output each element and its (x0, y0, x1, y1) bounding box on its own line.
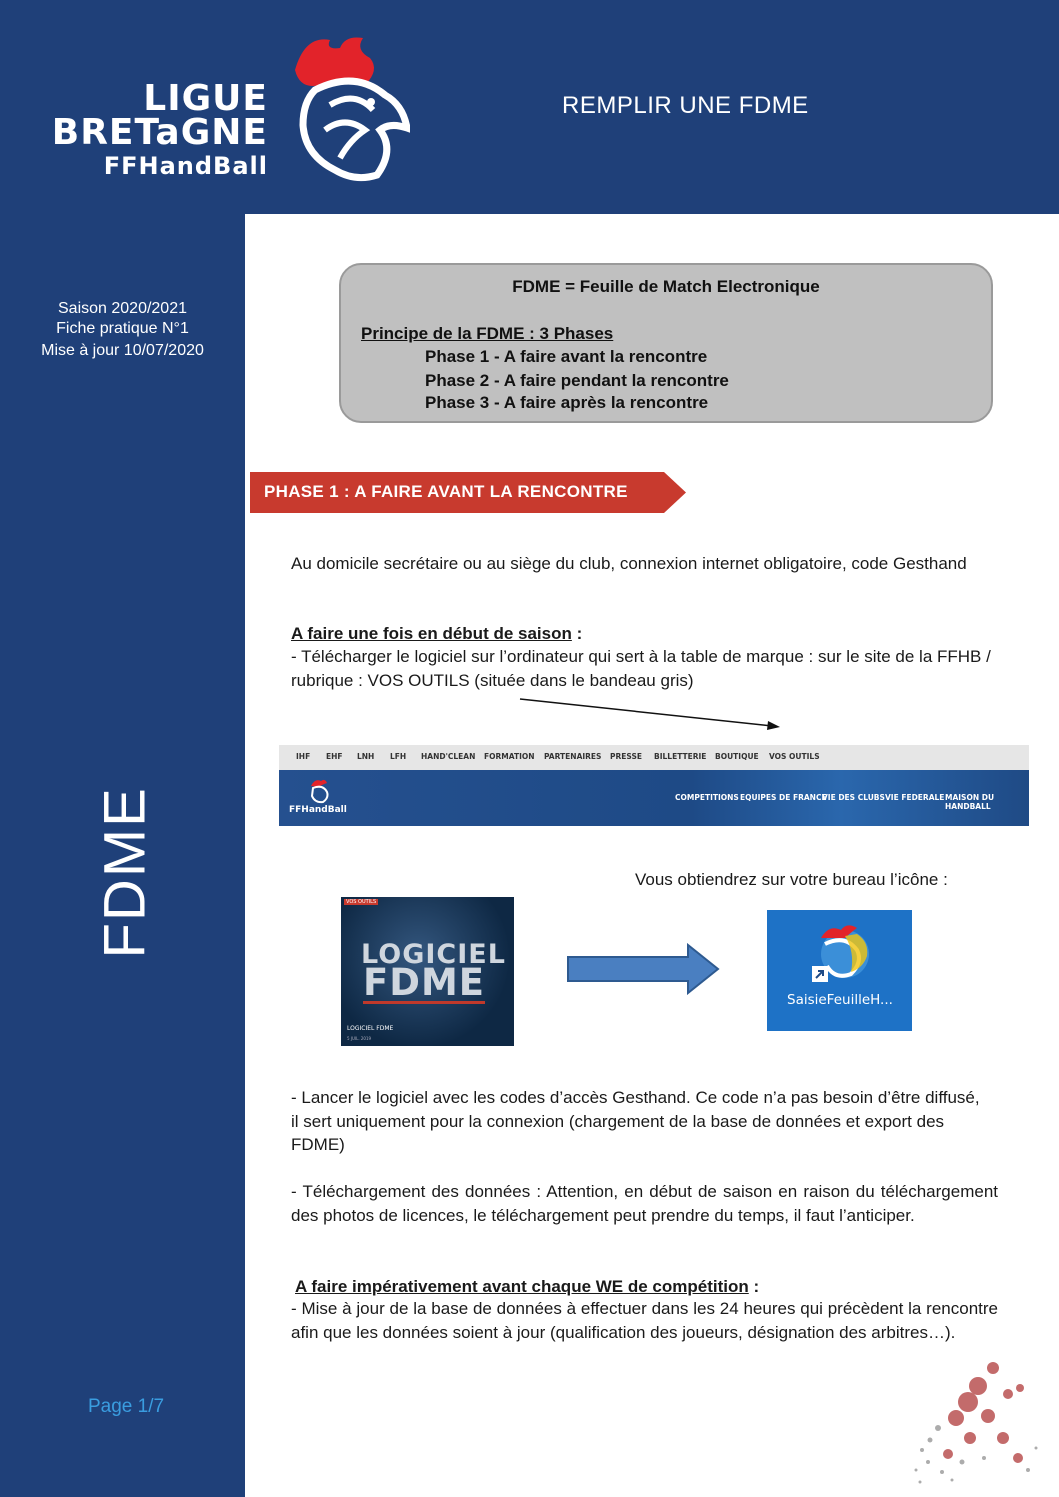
season-text: Saison 2020/2021 (58, 300, 187, 317)
weekly-heading-line (295, 1275, 759, 1299)
vertical-title: FDME (92, 786, 158, 959)
updated-date-text: Mise à jour 10/07/2020 (41, 342, 204, 359)
once-paragraph: - Télécharger le logiciel sur l’ordinateur qui sert à la table de marque : sur le site de la FFHB / rubrique : VOS OUTILS (située dans le bandeau gris) (291, 647, 991, 690)
once-heading: A faire une fois en début de saison (291, 624, 572, 643)
once-heading-colon: : (571, 624, 583, 643)
nav-item-lfh[interactable]: LFH (390, 752, 407, 761)
summary-box (339, 263, 993, 423)
desktop-shortcut-icon[interactable] (767, 910, 912, 1031)
tile-line1: LOGICIEL (361, 939, 506, 970)
logo-line-bretagne: BRETaGNE (51, 112, 268, 153)
intro-paragraph: Au domicile secrétaire ou au siège du club, connexion internet obligatoire, code Gesthand (291, 554, 967, 573)
nav-item-handclean[interactable]: HAND'CLEAN (421, 752, 476, 761)
logiciel-fdme-tile (341, 897, 514, 1046)
weekly-heading-colon: : (748, 1277, 760, 1296)
nav-item-vos-outils[interactable]: VOS OUTILS (769, 752, 820, 761)
summary-phase-2: Phase 2 - A faire pendant la rencontre (425, 371, 729, 390)
page-number: Page 1/7 (88, 1396, 165, 1417)
weekly-heading: A faire impérativement avant chaque WE de compétition (295, 1277, 749, 1296)
weekly-paragraph: - Mise à jour de la base de données à effectuer dans les 24 heures qui précèdent la rencontre afin que les données soient à jour (qualification des joueurs, désignation des arbitres…). (291, 1299, 998, 1342)
nav-item-maison[interactable]: MAISON DU HANDBALL (945, 793, 995, 811)
once-heading-line (291, 622, 582, 646)
summary-phase-1: Phase 1 - A faire avant la rencontre (425, 347, 708, 366)
header (0, 0, 1059, 214)
pointer-arrow (518, 696, 784, 732)
nav-item-presse[interactable]: PRESSE (610, 752, 642, 761)
nav-logo-text: FFHandBall (289, 805, 347, 815)
summary-principle: Principe de la FDME : 3 Phases (361, 324, 614, 343)
shortcut-label: SaisieFeuilleH... (787, 992, 893, 1008)
tile-caption: LOGICIEL FDME (347, 1025, 394, 1032)
rooster-logo-icon (285, 30, 410, 182)
sheet-number-text: Fiche pratique N°1 (56, 320, 189, 337)
block-arrow-right-icon (566, 943, 722, 995)
summary-phase-3: Phase 3 - A faire après la rencontre (425, 393, 709, 412)
shortcut-arrow-icon (812, 966, 828, 982)
ffhb-small-logo-icon (307, 778, 331, 804)
nav-item-competitions[interactable]: COMPETITIONS (675, 793, 739, 802)
tile-tag: VOS OUTILS (346, 899, 377, 905)
nav-item-billetterie[interactable]: BILLETTERIE (654, 752, 707, 761)
download-paragraph: - Téléchargement des données : Attention, en début de saison en raison du téléchargement des photos de licences, le téléchargement peut prendre du temps, il faut l’anticiper. (291, 1182, 998, 1225)
nav-item-equipes[interactable]: EQUIPES DE FRANCE (740, 793, 827, 802)
summary-title: FDME = Feuille de Match Electronique (512, 277, 820, 296)
logo-line-ffhandball: FFHandBall (103, 152, 268, 180)
logo-line-ligue: LIGUE (143, 78, 268, 119)
nav-item-federale[interactable]: VIE FEDERALE (885, 793, 945, 802)
ffhb-website-nav-screenshot (279, 745, 1029, 826)
icon-intro-text: Vous obtiendrez sur votre bureau l’icône : (635, 870, 948, 889)
phase-banner-label: PHASE 1 : A FAIRE AVANT LA RENCONTRE (264, 482, 628, 501)
launch-paragraph: - Lancer le logiciel avec les codes d’accès Gesthand. Ce code n’a pas besoin d’être diffusé, il sert uniquement pour la connexion (chargement de la base de données et export des FDME) (291, 1088, 980, 1154)
handball-player-illustration (908, 1358, 1048, 1486)
sidebar (0, 0, 245, 1497)
tile-line2: FDME (363, 961, 486, 1004)
tile-date: 5 JUIL. 2019 (347, 1036, 372, 1041)
nav-item-formation[interactable]: FORMATION (484, 752, 535, 761)
nav-item-boutique[interactable]: BOUTIQUE (715, 752, 759, 761)
nav-item-clubs[interactable]: VIE DES CLUBS (822, 793, 885, 802)
page-title: REMPLIR UNE FDME (562, 92, 809, 119)
nav-item-lnh[interactable]: LNH (357, 752, 375, 761)
nav-item-partenaires[interactable]: PARTENAIRES (544, 752, 602, 761)
nav-item-ehf[interactable]: EHF (326, 752, 343, 761)
nav-item-ihf[interactable]: IHF (296, 752, 311, 761)
nav-top-bar (279, 745, 1029, 770)
